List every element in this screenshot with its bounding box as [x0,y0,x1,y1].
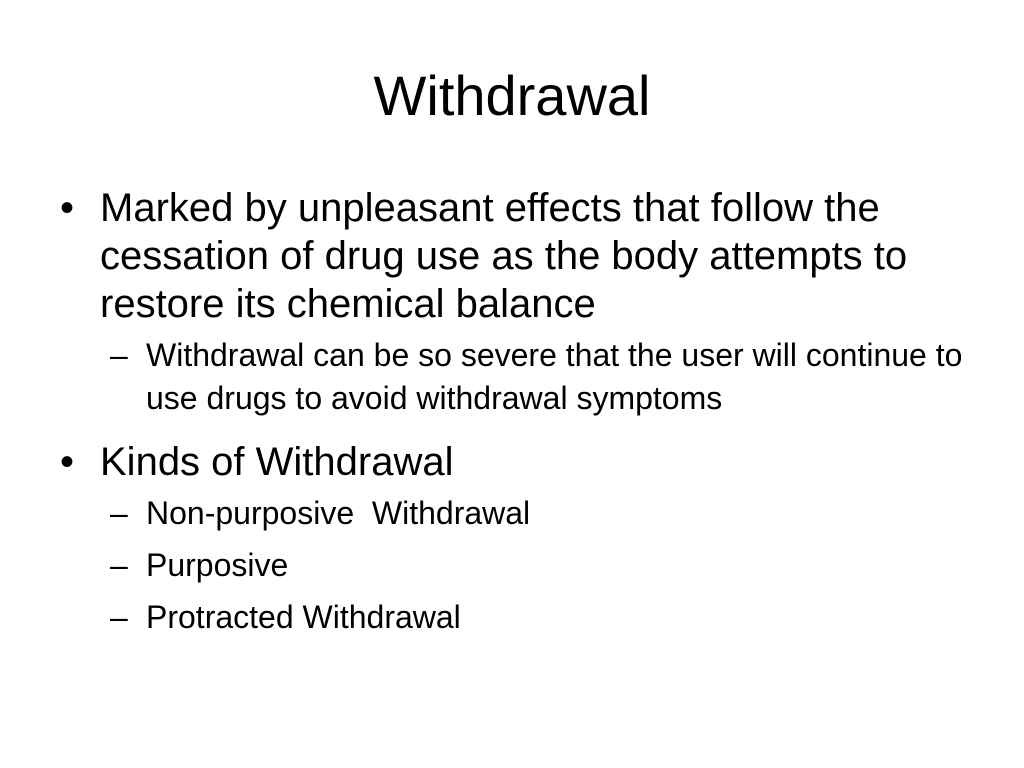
bullet-item [56,438,976,486]
slide-content [56,184,976,648]
bullet-text: Kinds of Withdrawal [100,440,454,484]
sub-bullet-item [110,492,976,535]
sub-bullet-text: Withdrawal can be so severe that the user will continue to use drugs to avoid withdrawal symptoms [146,337,963,416]
dash-marker: – [110,337,128,373]
dash-marker: – [110,547,128,583]
sub-bullet-item [110,544,976,587]
sub-bullet-text: Non-purposive Withdrawal [146,495,531,531]
sub-bullet-text: Purposive [146,547,289,583]
bullet-text: Marked by unpleasant effects that follow the cessation of drug use as the body attempts to restore its chemical balance [100,186,908,326]
dash-marker: – [110,599,128,635]
bullet-marker: • [60,186,75,230]
sub-bullet-item [110,596,976,639]
bullet-marker: • [60,440,75,484]
sub-bullet-list [110,334,976,420]
dash-marker: – [110,495,128,531]
bullet-item [56,184,976,328]
sub-bullet-item [110,334,976,420]
sub-bullet-text: Protracted Withdrawal [146,599,461,635]
slide-title: Withdrawal [373,64,651,127]
sub-bullet-list [110,492,976,639]
